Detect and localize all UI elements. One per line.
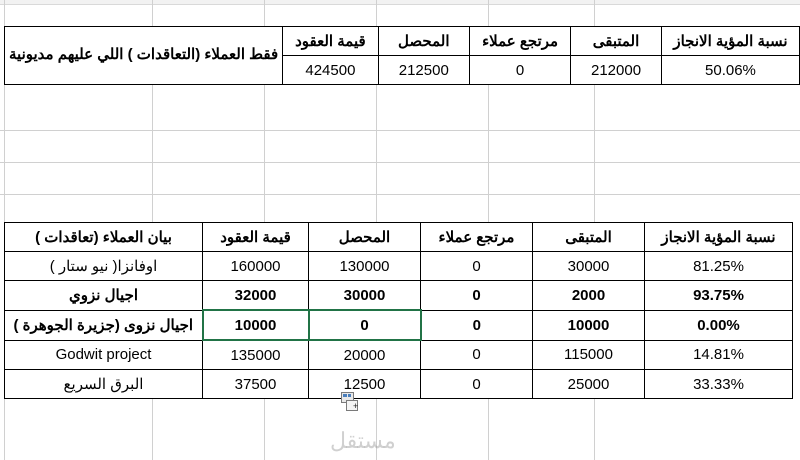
grid-line (0, 194, 800, 195)
detail-cell-returns[interactable]: 0 (421, 281, 533, 311)
column-header-strip (0, 0, 800, 5)
summary-table[interactable] (4, 26, 800, 85)
detail-cell-percent[interactable]: 81.25% (645, 252, 793, 281)
detail-header-percent[interactable]: نسبة المؤية الانجاز (645, 223, 793, 252)
table-row[interactable] (5, 252, 793, 281)
detail-cell-remaining[interactable]: 25000 (533, 370, 645, 399)
summary-header-collected[interactable]: المحصل (378, 27, 469, 56)
detail-header-collected[interactable]: المحصل (309, 223, 421, 252)
detail-cell-client-name[interactable]: اجيال نزوي (5, 281, 203, 311)
table-row[interactable] (5, 370, 793, 399)
table-row[interactable] (5, 27, 800, 56)
detail-cell-returns[interactable]: 0 (421, 252, 533, 281)
summary-cell-remaining[interactable]: 212000 (571, 56, 662, 85)
detail-cell-percent[interactable]: 33.33% (645, 370, 793, 399)
summary-header-remaining[interactable]: المتبقى (571, 27, 662, 56)
detail-cell-collected[interactable]: 20000 (309, 340, 421, 370)
grid-line (0, 130, 800, 131)
detail-cell-percent[interactable]: 0.00% (645, 310, 793, 340)
detail-cell-returns[interactable]: 0 (421, 310, 533, 340)
detail-cell-client-name[interactable]: البرق السريع (5, 370, 203, 399)
detail-cell-client-name[interactable]: اجيال نزوى (جزيرة الجوهرة ) (5, 310, 203, 340)
paste-icon-cell-a (343, 394, 347, 397)
summary-title-cell[interactable]: فقط العملاء (التعاقدات ) اللي عليهم مديونية (5, 27, 283, 85)
detail-table[interactable] (4, 222, 793, 399)
summary-header-contract-value[interactable]: قيمة العقود (283, 27, 378, 56)
paste-icon-cell-b (348, 394, 351, 397)
detail-cell-contract-value[interactable]: 37500 (203, 370, 309, 399)
detail-cell-remaining[interactable]: 2000 (533, 281, 645, 311)
detail-cell-contract-value[interactable]: 135000 (203, 340, 309, 370)
summary-cell-contract-value[interactable]: 424500 (283, 56, 378, 85)
detail-header-remaining[interactable]: المتبقى (533, 223, 645, 252)
detail-cell-returns[interactable]: 0 (421, 370, 533, 399)
detail-cell-percent[interactable]: 93.75% (645, 281, 793, 311)
detail-cell-collected[interactable]: 30000 (309, 281, 421, 311)
detail-header-client-name[interactable]: بيان العملاء (تعاقدات ) (5, 223, 203, 252)
paste-options-icon[interactable] (341, 392, 359, 410)
detail-cell-remaining[interactable]: 10000 (533, 310, 645, 340)
detail-header-returns[interactable]: مرتجع عملاء (421, 223, 533, 252)
table-row[interactable] (5, 310, 793, 340)
detail-cell-contract-value[interactable]: 32000 (203, 281, 309, 311)
table-row[interactable] (5, 340, 793, 370)
summary-cell-collected[interactable]: 212500 (378, 56, 469, 85)
grid-line (0, 162, 800, 163)
detail-cell-remaining[interactable]: 115000 (533, 340, 645, 370)
summary-header-percent[interactable]: نسبة المؤية الانجاز (661, 27, 799, 56)
detail-cell-client-name[interactable]: Godwit project (5, 340, 203, 370)
summary-header-returns[interactable]: مرتجع عملاء (469, 27, 570, 56)
watermark-text: مستقل (330, 428, 396, 453)
detail-cell-client-name[interactable]: اوفانزا( نيو ستار ) (5, 252, 203, 281)
summary-cell-returns[interactable]: 0 (469, 56, 570, 85)
detail-header-contract-value[interactable]: قيمة العقود (203, 223, 309, 252)
table-row[interactable] (5, 223, 793, 252)
detail-cell-contract-value-selected[interactable]: 10000 (203, 310, 309, 340)
detail-cell-collected-selected[interactable]: 0 (309, 310, 421, 340)
detail-cell-contract-value[interactable]: 160000 (203, 252, 309, 281)
paste-icon-plus: + (353, 401, 359, 411)
detail-cell-collected[interactable]: 12500 (309, 370, 421, 399)
detail-cell-remaining[interactable]: 30000 (533, 252, 645, 281)
detail-cell-returns[interactable]: 0 (421, 340, 533, 370)
detail-cell-percent[interactable]: 14.81% (645, 340, 793, 370)
detail-cell-collected[interactable]: 130000 (309, 252, 421, 281)
table-row[interactable] (5, 281, 793, 311)
summary-cell-percent[interactable]: 50.06% (661, 56, 799, 85)
